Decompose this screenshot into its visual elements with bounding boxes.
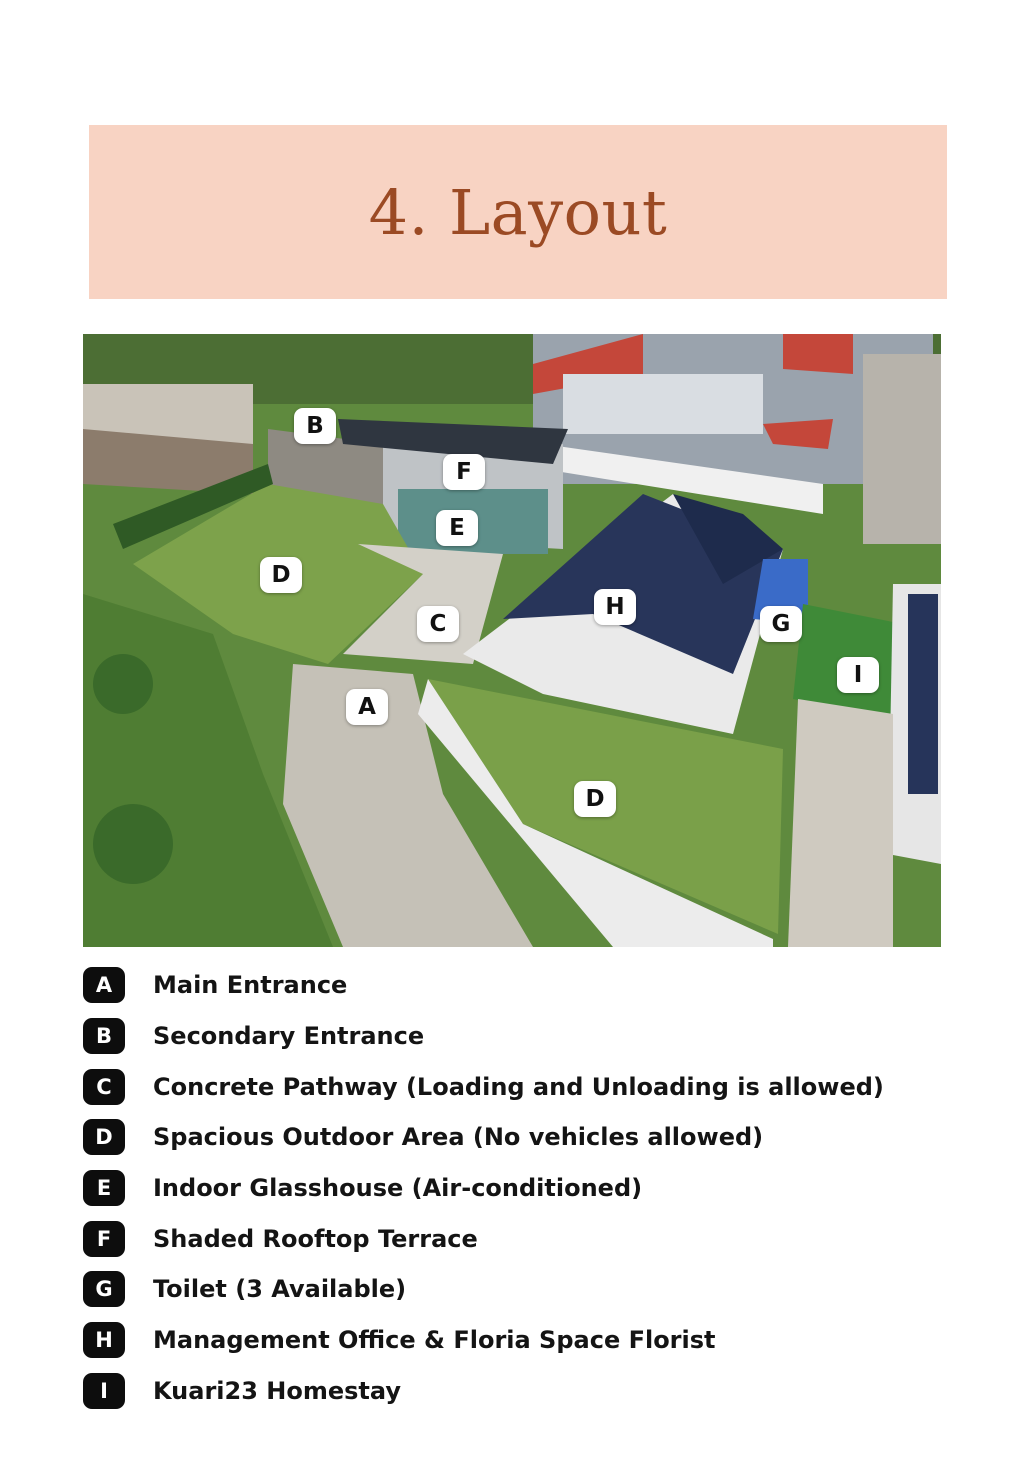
legend-item — [83, 1213, 983, 1264]
legend-item — [83, 1315, 983, 1366]
legend-label: Shaded Rooftop Terrace — [153, 1224, 478, 1253]
legend-badge: D — [83, 1119, 125, 1155]
legend-item — [83, 1163, 983, 1214]
legend-badge: F — [83, 1221, 125, 1257]
legend-badge: H — [83, 1322, 125, 1358]
marker-f: F — [443, 454, 485, 490]
legend-label: Secondary Entrance — [153, 1022, 425, 1051]
legend-badge: C — [83, 1069, 125, 1105]
marker-b: B — [294, 408, 336, 444]
legend-item — [83, 1366, 983, 1417]
legend-label: Toilet (3 Available) — [153, 1275, 407, 1304]
marker-d-upper: D — [260, 557, 302, 593]
aerial-photo-illustration — [83, 334, 941, 947]
legend-label: Management Office & Floria Space Florist — [153, 1326, 716, 1355]
legend-badge: B — [83, 1018, 125, 1054]
legend-item — [83, 1011, 983, 1062]
legend-item — [83, 960, 983, 1011]
legend-list — [83, 960, 983, 1416]
legend-badge: E — [83, 1170, 125, 1206]
marker-g: G — [760, 606, 802, 642]
title-banner — [89, 125, 947, 299]
page-title: 4. Layout — [368, 175, 668, 249]
marker-e: E — [436, 510, 478, 546]
marker-c: C — [417, 606, 459, 642]
legend-item — [83, 1061, 983, 1112]
legend-label: Indoor Glasshouse (Air-conditioned) — [153, 1174, 643, 1203]
legend-badge: I — [83, 1373, 125, 1409]
legend-label: Concrete Pathway (Loading and Unloading is allowed) — [153, 1072, 884, 1101]
legend-label: Spacious Outdoor Area (No vehicles allowed) — [153, 1123, 764, 1152]
legend-badge: A — [83, 967, 125, 1003]
marker-d-lower: D — [574, 781, 616, 817]
marker-a: A — [346, 689, 388, 725]
aerial-site-photo — [83, 334, 941, 947]
legend-item — [83, 1264, 983, 1315]
legend-item — [83, 1112, 983, 1163]
legend-label: Main Entrance — [153, 971, 348, 1000]
marker-h: H — [594, 589, 636, 625]
marker-i: I — [837, 657, 879, 693]
legend-badge: G — [83, 1271, 125, 1307]
legend-label: Kuari23 Homestay — [153, 1376, 401, 1405]
